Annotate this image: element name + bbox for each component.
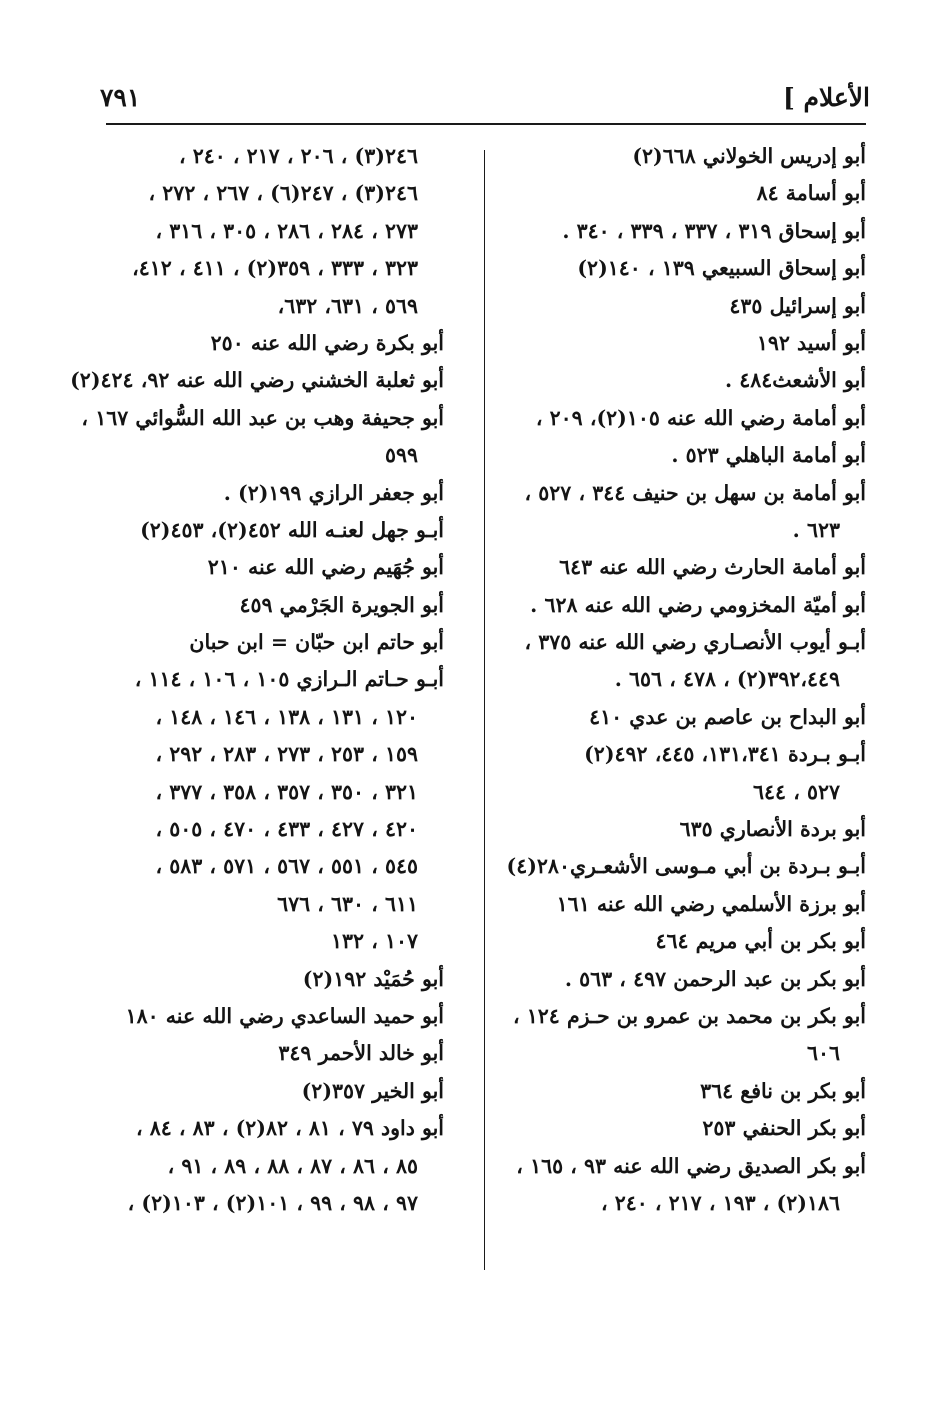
index-entry-line: أبو إسحاق ٣١٩ ، ٣٣٧ ، ٣٣٩ ، ٣٤٠ . xyxy=(562,218,866,243)
index-entry-line: أبو حميد الساعدي رضي الله عنه ١٨٠ xyxy=(125,1003,444,1028)
index-entry-line: ٥٢٧ ، ٦٤٤ xyxy=(753,779,840,804)
index-entry-line: ٣٢١ ، ٣٥٠ ، ٣٥٧ ، ٣٥٨ ، ٣٧٧ ، xyxy=(155,779,418,804)
index-entry-line: أبو أمامة الباهلي ٥٢٣ . xyxy=(671,443,866,468)
index-entry-line: أبو بكر الصديق رضي الله عنه ٩٣ ، ١٦٥ ، xyxy=(516,1153,866,1178)
index-entry-line: ١٢٠ ، ١٣١ ، ١٣٨ ، ١٤٦ ، ١٤٨ ، xyxy=(155,704,418,729)
index-entry-line: أبو جعفر الرازي ١٩٩(٢) . xyxy=(223,480,444,505)
page-number: ٧٩١ xyxy=(100,83,141,112)
index-entry-line: أبو ثعلبة الخشني رضي الله عنه ٩٢، ٤٢٤(٢) xyxy=(70,368,444,393)
index-entry-line: أبو بكر بن أبي مريم ٤٦٤ xyxy=(655,929,866,954)
index-entry-line: أبـو بـردة بن أبي مـوسى الأشعـري٢٨٠(٤) xyxy=(506,854,866,879)
index-entry-line: ٣٩٢،٤٤٩(٢) ، ٤٧٨ ، ٦٥٦ . xyxy=(614,667,840,692)
index-entry-line: ٢٤٦(٣) ، ٢٠٦ ، ٢١٧ ، ٢٤٠ ، xyxy=(178,144,418,168)
index-entry-line: ١٨٦(٢) ، ١٩٣ ، ٢١٧ ، ٢٤٠ ، xyxy=(600,1190,840,1215)
index-entry-line: أبـو حـاتم الـرازي ١٠٥ ، ١٠٦ ، ١١٤ ، xyxy=(134,667,444,692)
index-entry-line: ٢٧٣ ، ٢٨٤ ، ٢٨٦ ، ٣٠٥ ، ٣١٦ ، xyxy=(155,218,418,243)
page-header xyxy=(100,74,870,122)
index-entry-line: أبو جحيفة وهب بن عبد الله السُّوائي ١٦٧ ، xyxy=(81,405,444,430)
index-entry-line: أبو بردة الأنصاري ٦٣٥ xyxy=(679,817,866,842)
index-entry-line: أبو بكرة رضي الله عنه ٢٥٠ xyxy=(210,330,444,355)
index-entry-line: أبو برزة الأسلمي رضي الله عنه ١٦١ xyxy=(556,891,866,916)
index-entry-line: أبو حاتم ابن حبّان = ابن حبان xyxy=(189,630,444,655)
header-rule xyxy=(106,123,866,125)
index-entry-line: أبو خالد الأحمر ٣٤٩ xyxy=(278,1041,444,1066)
index-entry-line: أبـو أيوب الأنصـاري رضي الله عنه ٣٧٥ ، xyxy=(524,630,866,655)
section-title: الأعلام ] xyxy=(782,83,870,112)
index-column-right xyxy=(496,138,866,1222)
index-entry-line: ٦٢٣ . xyxy=(792,517,840,542)
index-entry-line: ٥٤٥ ، ٥٥١ ، ٥٦٧ ، ٥٧١ ، ٥٨٣ ، xyxy=(155,854,418,879)
index-entry-line: أبو أمامة بن سهل بن حنيف ٣٤٤ ، ٥٢٧ ، xyxy=(524,480,866,505)
index-entry-line: أبو أسامة ٨٤ xyxy=(756,181,866,206)
index-entry-line: ٦٠٦ xyxy=(806,1041,840,1066)
index-entry-line: أبو بكر الحنفي ٢٥٣ xyxy=(702,1116,866,1141)
index-entry-line: أبو بكر بن محمد بن عمرو بن حـزم ١٢٤ ، xyxy=(513,1003,866,1028)
index-entry-line: أبو إسحاق السبيعي ١٣٩ ، ١٤٠(٢) xyxy=(577,256,866,281)
index-entry-line: أبو إسرائيل ٤٣٥ xyxy=(729,293,866,318)
index-entry-line: أبو الأشعث٤٨٤ . xyxy=(724,368,866,393)
index-entry-line: أبو البداح بن عاصم بن عدي ٤١٠ xyxy=(589,704,866,729)
index-entry-line: ٥٩٩ xyxy=(384,443,418,468)
index-entry-line: ٤٢٠ ، ٤٢٧ ، ٤٣٣ ، ٤٧٠ ، ٥٠٥ ، xyxy=(155,817,418,842)
index-entry-line: أبو بكر بن عبد الرحمن ٤٩٧ ، ٥٦٣ . xyxy=(564,966,866,991)
index-entry-line: ١٥٩ ، ٢٥٣ ، ٢٧٣ ، ٢٨٣ ، ٢٩٢ ، xyxy=(155,742,418,767)
index-entry-line: أبو داود ٧٩ ، ٨١ ، ٨٢(٢) ، ٨٣ ، ٨٤ ، xyxy=(135,1116,444,1141)
index-entry-line: أبو أمامة رضي الله عنه ١٠٥(٢)، ٢٠٩ ، xyxy=(535,405,866,430)
index-entry-line: ١٠٧ ، ١٣٢ xyxy=(331,929,418,954)
index-entry-line: أبو الجويرة الجَرْمي ٤٥٩ xyxy=(239,592,444,617)
index-column-left xyxy=(70,138,444,1222)
index-entry-line: ٨٥ ، ٨٦ ، ٨٧ ، ٨٨ ، ٨٩ ، ٩١ ، xyxy=(167,1153,418,1178)
index-entry-line: أبو أسيد ١٩٢ xyxy=(756,330,866,355)
index-entry-line: ٣٢٣ ، ٣٣٣ ، ٣٥٩(٢) ، ٤١١ ، ٤١٢، xyxy=(132,256,418,281)
index-entry-line: أبو أميّة المخزومي رضي الله عنه ٦٢٨ . xyxy=(530,592,866,617)
index-entry-line: ٢٤٦(٣) ، ٢٤٧(٦) ، ٢٦٧ ، ٢٧٢ ، xyxy=(148,181,418,206)
column-divider xyxy=(484,150,485,1270)
index-entry-line: أبو إدريس الخولاني ٦٦٨(٢) xyxy=(632,144,866,168)
index-entry-line: أبـو بـردة ١٣١،٣٤١، ٤٤٥، ٤٩٢(٢) xyxy=(584,742,866,767)
index-entry-line: أبو بكر بن نافع ٣٦٤ xyxy=(700,1078,866,1103)
index-entry-line: أبو الخير ٣٥٧(٢) xyxy=(301,1078,444,1103)
index-entry-line: ٩٧ ، ٩٨ ، ٩٩ ، ١٠١(٢) ، ١٠٣(٢) ، xyxy=(127,1190,418,1215)
index-entry-line: أبو جُهَيم رضي الله عنه ٢١٠ xyxy=(207,555,444,580)
index-entry-line: ٥٦٩ ، ٦٣١، ٦٣٢، xyxy=(277,293,418,318)
index-entry-line: ٦١١ ، ٦٣٠ ، ٦٧٦ xyxy=(277,891,418,916)
index-entry-line: أبـو جهل لعنـه الله ٤٥٢(٢)، ٤٥٣(٢) xyxy=(140,517,444,542)
index-entry-line: أبو حُمَيْد ١٩٢(٢) xyxy=(302,966,444,991)
index-entry-line: أبو أمامة الحارث رضي الله عنه ٦٤٣ xyxy=(559,555,866,580)
